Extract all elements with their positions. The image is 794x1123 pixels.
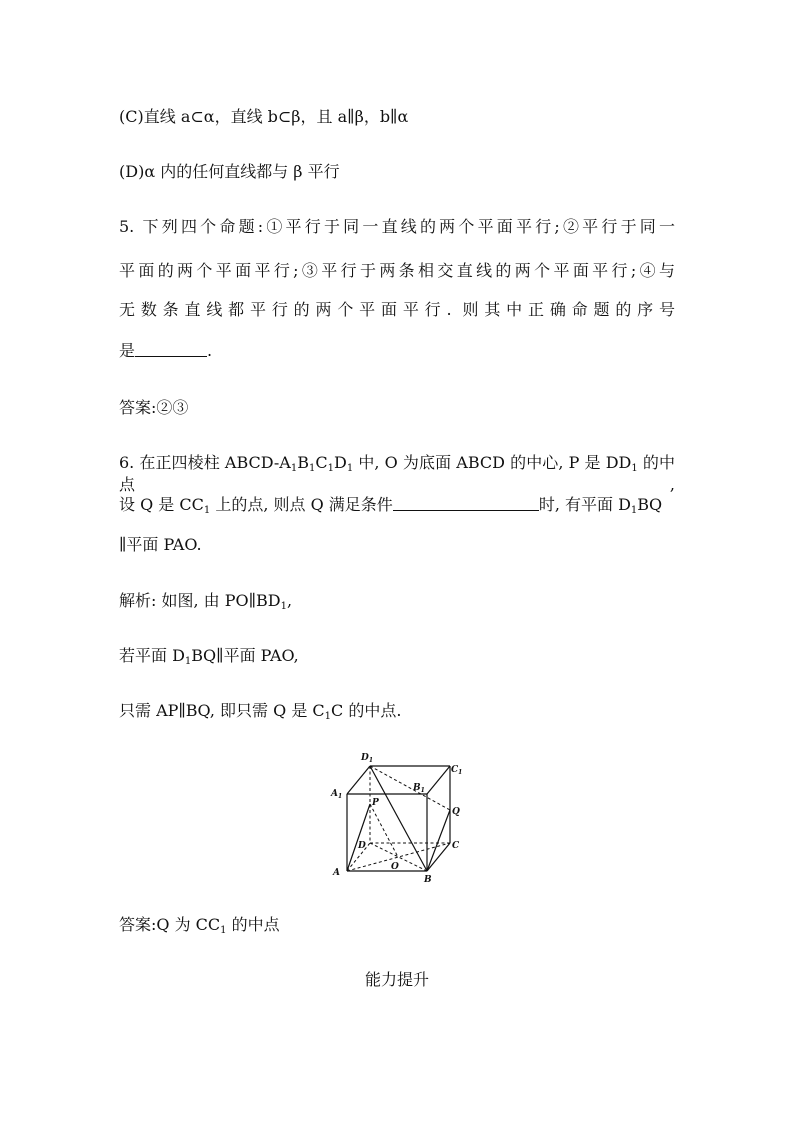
q6-text: 时, 有平面 D [538,495,631,514]
q6-text: 设 Q 是 CC [119,495,204,514]
answer-text: 答案:Q 为 CC [119,915,221,934]
subscript: 1 [280,601,287,612]
label-q: Q [452,807,460,817]
subscript: 1 [630,505,638,516]
edge-b-c [427,843,450,871]
label-d1: $D_1$ [361,753,373,764]
q5-line3: 无数条直线都平行的两个平面平行. 则其中正确命题的序号 [119,300,675,319]
q5-line1: 5. 下列四个命题:①平行于同一直线的两个平面平行;②平行于同一 [119,217,675,236]
subscript: 1 [346,463,354,474]
q6-answer-blank[interactable] [393,496,539,511]
q5-answer: 答案:②③ [119,398,189,417]
q6-text: B [297,453,309,472]
q5-line2: 平面的两个平面平行;③平行于两条相交直线的两个平面平行;④与 [119,261,675,280]
solution-text: 解析: 如图, 由 PO∥BD [119,591,281,610]
solution-text: 只需 AP∥BQ, 即只需 Q 是 C [119,701,325,720]
subscript: 1 [220,925,227,936]
segment-d1-b [370,766,427,871]
segment-b-q [427,810,450,871]
q6-text: D [334,453,347,472]
q5-line4-prefix: 是 [119,341,136,360]
q5-line4-suffix: . [207,341,213,360]
solution-text: 若平面 D [119,646,185,665]
subscript: 1 [324,711,332,722]
q6-text: 中, O 为底面 ABCD 的中心, P 是 DD [353,453,632,472]
solution-line1 [119,590,292,612]
solution-text: , [286,591,293,610]
solution-line3 [119,700,401,722]
solution-text: C 的中点. [331,701,402,720]
q6-line3: ∥平面 PAO. [119,535,202,554]
label-d: D [358,841,366,851]
answer-text: 的中点 [226,915,280,934]
option-c: (C)直线 a⊂α，直线 b⊂β，且 a∥β，b∥α [119,107,409,126]
solution-text: BQ∥平面 PAO, [191,646,299,665]
q5-answer-blank[interactable] [135,342,207,357]
q6-text: 上的点, 则点 Q 满足条件 [210,495,393,514]
label-b: B [424,875,432,885]
subscript: 1 [631,463,638,474]
prism-figure [325,748,470,888]
q6-text: C [315,453,328,472]
edge-a1-d1 [347,766,370,794]
section-title: 能力提升 [364,970,429,989]
subscript: 1 [203,505,211,516]
option-d: (D)α 内的任何直线都与 β 平行 [119,162,340,181]
label-b1: $B_1$ [413,783,425,794]
segment-p-o [370,804,398,857]
subscript: 1 [184,656,192,667]
q6-line2 [119,494,662,516]
label-c: C [452,841,460,851]
q6-text: 的中点, [119,453,675,494]
q6-answer [119,914,280,936]
segment-a-p [347,804,370,871]
subscript: 1 [290,463,298,474]
q5-line4 [119,340,212,362]
label-a: A [333,868,340,878]
q6-text: 6. 在正四棱柱 ABCD-A [119,453,291,472]
label-p: P [372,798,379,808]
solution-line2 [119,645,299,667]
label-c1: $C_1$ [451,765,463,776]
label-o: O [391,862,399,872]
q6-text: BQ [637,495,663,514]
q6-line1 [119,452,675,496]
edge-c1-b1 [427,766,450,794]
subscript: 1 [309,463,316,474]
label-a1: $A_1$ [331,789,343,800]
subscript: 1 [327,463,334,474]
